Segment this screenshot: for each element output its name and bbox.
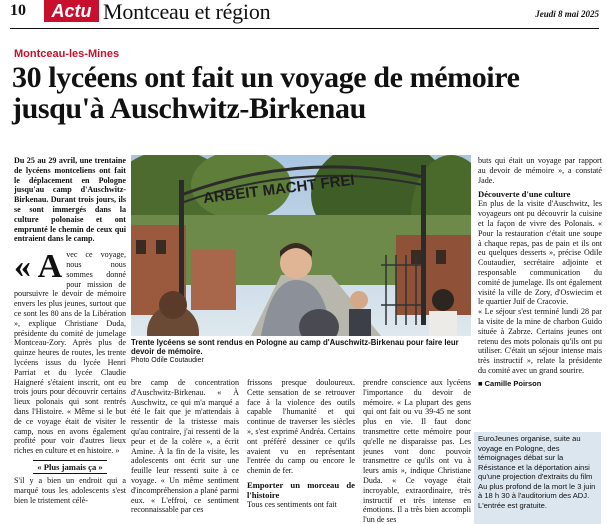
article-kicker: Montceau-les-Mines (14, 48, 120, 60)
article-column-2 (131, 378, 239, 524)
info-box: EuroJeunes organise, suite au voyage en Pologne, des témoignages débat sur la Résistance et la déportation ainsi qu'une projection d'extraits du film Au plus profond de la mort le 3 juin à 18 h 30 à l'auditorium des ADJ. L'entrée est gratuite. (474, 432, 601, 524)
article-paragraph: Tous ces sentiments ont fait (247, 499, 337, 509)
article-lead: Du 25 au 29 avril, une trentaine de lycéens montceliens ont fait le déplacement en Pologne jusqu'au camp d'Auschwitz-Birkenau. Durant trois jours, ils se sont immergés dans la culture polonaise et ont emprunté le chemin de ceux qui entraient dans le camp. (14, 156, 126, 244)
article-column-4 (363, 378, 471, 524)
article-paragraph: bre camp de concentration d'Auschwitz-Birkenau. « À Auschwitz, ce qui m'a marqué a été le fait que je m'attendais à ressentir de la tristesse mais qu'au contraire, j'ai ressenti de la peur et de la colère », a écrit Amine. À la fin de la visite, les adolescents ont écrit sur une feuille leur ressenti suite à ce voyage. « Un même sentiment d'incompréhension a plané parmi eux. « L'effroi, ce sentiment reconnaissable par ces (131, 378, 239, 515)
issue-date: Jeudi 8 mai 2025 (535, 9, 599, 19)
article-paragraph: prendre conscience aux lycéens l'importance du devoir de mémoire. « La plupart des gens qui ont fait ou vu 39-45 ne sont plus en vie. Il faut donc transmettre cette mémoire pour qu'elle ne disparaisse pas. Les jeunes vont donc pouvoir transmettre ce qu'ils ont vu à leurs amis », indique Christiane Duda. « Ce voyage était incroyable, extraordinaire, très instructif et très intense en émotions. Il a très bien accompli l'un de ses (363, 378, 471, 524)
photo-caption: Trente lycéens se sont rendus en Pologne au camp d'Auschwitz-Birkenau pour faire leur devoir de mémoire. Photo Odile Coutaudier (131, 338, 471, 364)
article-photo (131, 155, 471, 336)
drop-cap: « A (14, 248, 63, 286)
article-title: 30 lycéens ont fait un voyage de mémoire jusqu'à Auschwitz-Birkenau (12, 61, 520, 125)
article-column-3 (247, 378, 355, 524)
article-paragraph: « Le séjour s'est terminé lundi 28 par la visite de la mine de charbon Guido située à Zabrze. Certains jeunes ont retenu des mots polonais qu'ils ont pu utiliser. C'était un séjour intense mais très instructif », relate la présidente du comité avec un grand sourire. (478, 307, 602, 375)
header-rule (10, 28, 599, 29)
photo-credit: Photo Odile Coutaudier (131, 356, 204, 364)
section-rubric: Montceau et région (103, 0, 271, 24)
page-number: 10 (10, 2, 26, 19)
section-logo: Actu (44, 0, 99, 22)
article-author: ■ Camille Poirson (478, 378, 542, 388)
article-quote-text: vec ce voyage, nous nous sommes donné pour mission de poursuivre le devoir de mémoire envers les plus jeunes, surtout que ce sont les 80 ans de la Libération », explique Christiane Duda, présidente du comité de jumelage Montceau-Zory. Après plus de quinze heures de routes, les trente lycéens issus du lycée Henri Parriat et du lycée Claudie Haigneré s'étaient inscrit, ont eu trois jours pour découvrir certains lieux polonais qui sont rentrés dans l'Histoire. « Même si le but de ce voyage était de visiter le camp, nous en avons également profité pour voir d'autres lieux riches en culture et en histoire. » (14, 250, 126, 456)
article-paragraph-intro (14, 250, 126, 456)
article-column-1 (14, 156, 126, 524)
article-paragraph: En plus de la visite d'Auschwitz, les voyageurs ont pu découvrir la cuisine et la façon de vivre des Polonais. « Pour la restauration c'était une soupe à chaque repas, pas de pain et ils ont eu quelques desserts », précise Odile Coutaudier, secrétaire adjointe et responsable communication du comité de jumelage. Ils ont également visité la ville de Zory, d'Oswiecim et le quartier Juif de Cracovie. (478, 199, 602, 307)
auschwitz-gate-photo (131, 155, 471, 336)
article-subhead: Emporter un morceau de l'histoire (247, 479, 355, 500)
article-paragraph: buts qui était un voyage par rapport au devoir de mémoire », a constaté Jade. (478, 156, 602, 185)
article-subhead: « Plus jamais ça » (14, 462, 126, 472)
article-subhead: Découverte d'une culture (478, 189, 571, 200)
article-paragraph: S'il y a bien un endroit qui a marqué tous les adolescents s'est bien le tristement célè- (14, 475, 126, 505)
gate-sign: ARBEIT MACHT FREI (202, 171, 356, 208)
article-paragraph: frissons presque douloureux. Cette sensation de se retrouver face à la violence des outils capable l'humanité et qui continue de traverser les siècles », s'est exprimé Andréa. Certains ont préféré dessiner ce qu'ils avaient vu en représentant l'entrée du camp ou encore le chemin de fer. (247, 378, 355, 476)
article-column-5 (478, 156, 602, 430)
